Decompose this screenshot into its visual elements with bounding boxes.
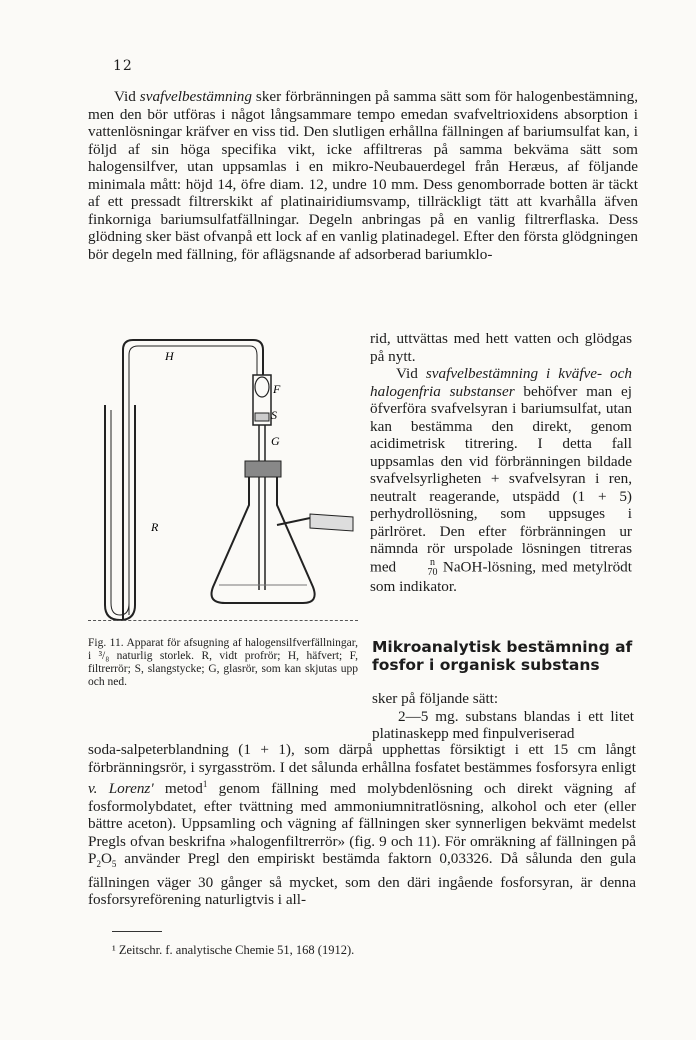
- paragraph-sulfur-determination: Vid svafvelbestämning sker förbränningen på samma sätt som för halogenbestämning, men den bör utföras i något långsammare tempo emedan svafveltrioxidens absorption i vattenlösningar kräfver en viss tid. Den slutligen erhållna fällningen af bariumsulfat kan, i följd af sin höga specifika vikt, icke affiltreras på samma bekväma sätt som halogensilfver, utan uppsamlas i en mikro-Neubauerdegel från Heræus, af följande minimala mått: höjd 14, öfre diam. 12, undre 10 mm. Dess genomborrade botten är täckt af ett pressadt filtrerskikt af platinairidiumsvamp, tillräckligt tätt att kvarhålla äfven finkorniga bariumsulfatfällningar. Degeln anbringas på en vanlig filtrerflaska. Dess glödning sker bäst ofvanpå ett lock af en vanlig platinadegel. Efter den första glödgningen bör degeln med fällning, för aflägsnande af adsorberad bariumklo-: [88, 88, 639, 263]
- section-heading: Mikroanalytisk bestämning af fosfor i organisk substans: [372, 638, 633, 674]
- apparatus-figure: [95, 335, 365, 625]
- phosphorus-intro: sker på följande sätt:: [372, 690, 499, 707]
- paragraph-nitrogen-free: Vid svafvelbestämning i kväfve- och halogenfria substanser behöfver man ej öfverföra svafvelsyran i bariumsulfat, utan kan bestämma den direkt, genom acidimetrisk titrering. I detta fall uppsamlas den vid förbränningen bildade svafvelsyrligheten + svafvelsyran i ren, neutralt reagerande, utspädd (1 + 5) perhydrollösning, som uppsuges i pärlröret. Den efter förbränningen ur nämnda rör urspolade lösningen titreras med n 70 NaOH-lösning, med metylrödt som indikator.: [370, 365, 632, 595]
- footnote: ¹ Zeitschr. f. analytische Chemie 51, 168 (1912).: [112, 943, 355, 957]
- phosphorus-step: 2—5 mg. substans blandas i ett litet platinaskepp med finpulveriserad: [372, 707, 634, 742]
- footnote-rule: [112, 931, 162, 932]
- right-column-phosphorus: [372, 690, 634, 743]
- label-F: F: [273, 382, 281, 396]
- label-G: G: [271, 434, 280, 448]
- page-number: 12: [113, 58, 133, 74]
- label-H: H: [165, 349, 174, 363]
- paragraph-phosphorus-method: soda-salpeterblandning (1 + 1), som därpå upphettas försiktigt i ett 15 cm långt förbränningsrör, i syrgasström. I det sålunda erhållna fosfatet bestämmes fosforsyra enligt v. Lorenz' metod$^1$ genom fällning med molybdenlösning och direkt vägning af fosformolybdatet, efter tvättning med ammoniumnitratlösning, alkohol och eter (eller bättre aceton). Uppsamling och vägning af fällningen sker synnerligen bekvämt medelst Pregls ofvan beskrifna »halogenfiltrerrör» (fig. 9 och 11). För omräkning af fällningen på $P_2O_5$ använder Pregl den empiriskt bestämda faktorn 0,03326. Då sålunda den gula fällningen väger 30 gånger så mycket, som den däri ingående fosforsyran, är denna fosforsyreförening naturligtvis i all-: [88, 741, 636, 909]
- paragraph-continuation: rid, uttvättas med hett vatten och glödgas på nytt.: [370, 330, 632, 365]
- right-column-text: [370, 330, 632, 595]
- figure-baseline: [88, 620, 358, 621]
- label-R: R: [151, 520, 159, 534]
- figure-caption: Fig. 11. Apparat för afsugning af halogensilfverfällningar, i ³/₈ naturlig storlek. R, vidt profrör; H, häfvert; F, filtrerrör; S, slangstycke; G, glasrör, som kan skjutas upp och ned.: [88, 637, 358, 688]
- label-S: S: [271, 408, 277, 422]
- fraction-n-70: n 70: [427, 556, 438, 578]
